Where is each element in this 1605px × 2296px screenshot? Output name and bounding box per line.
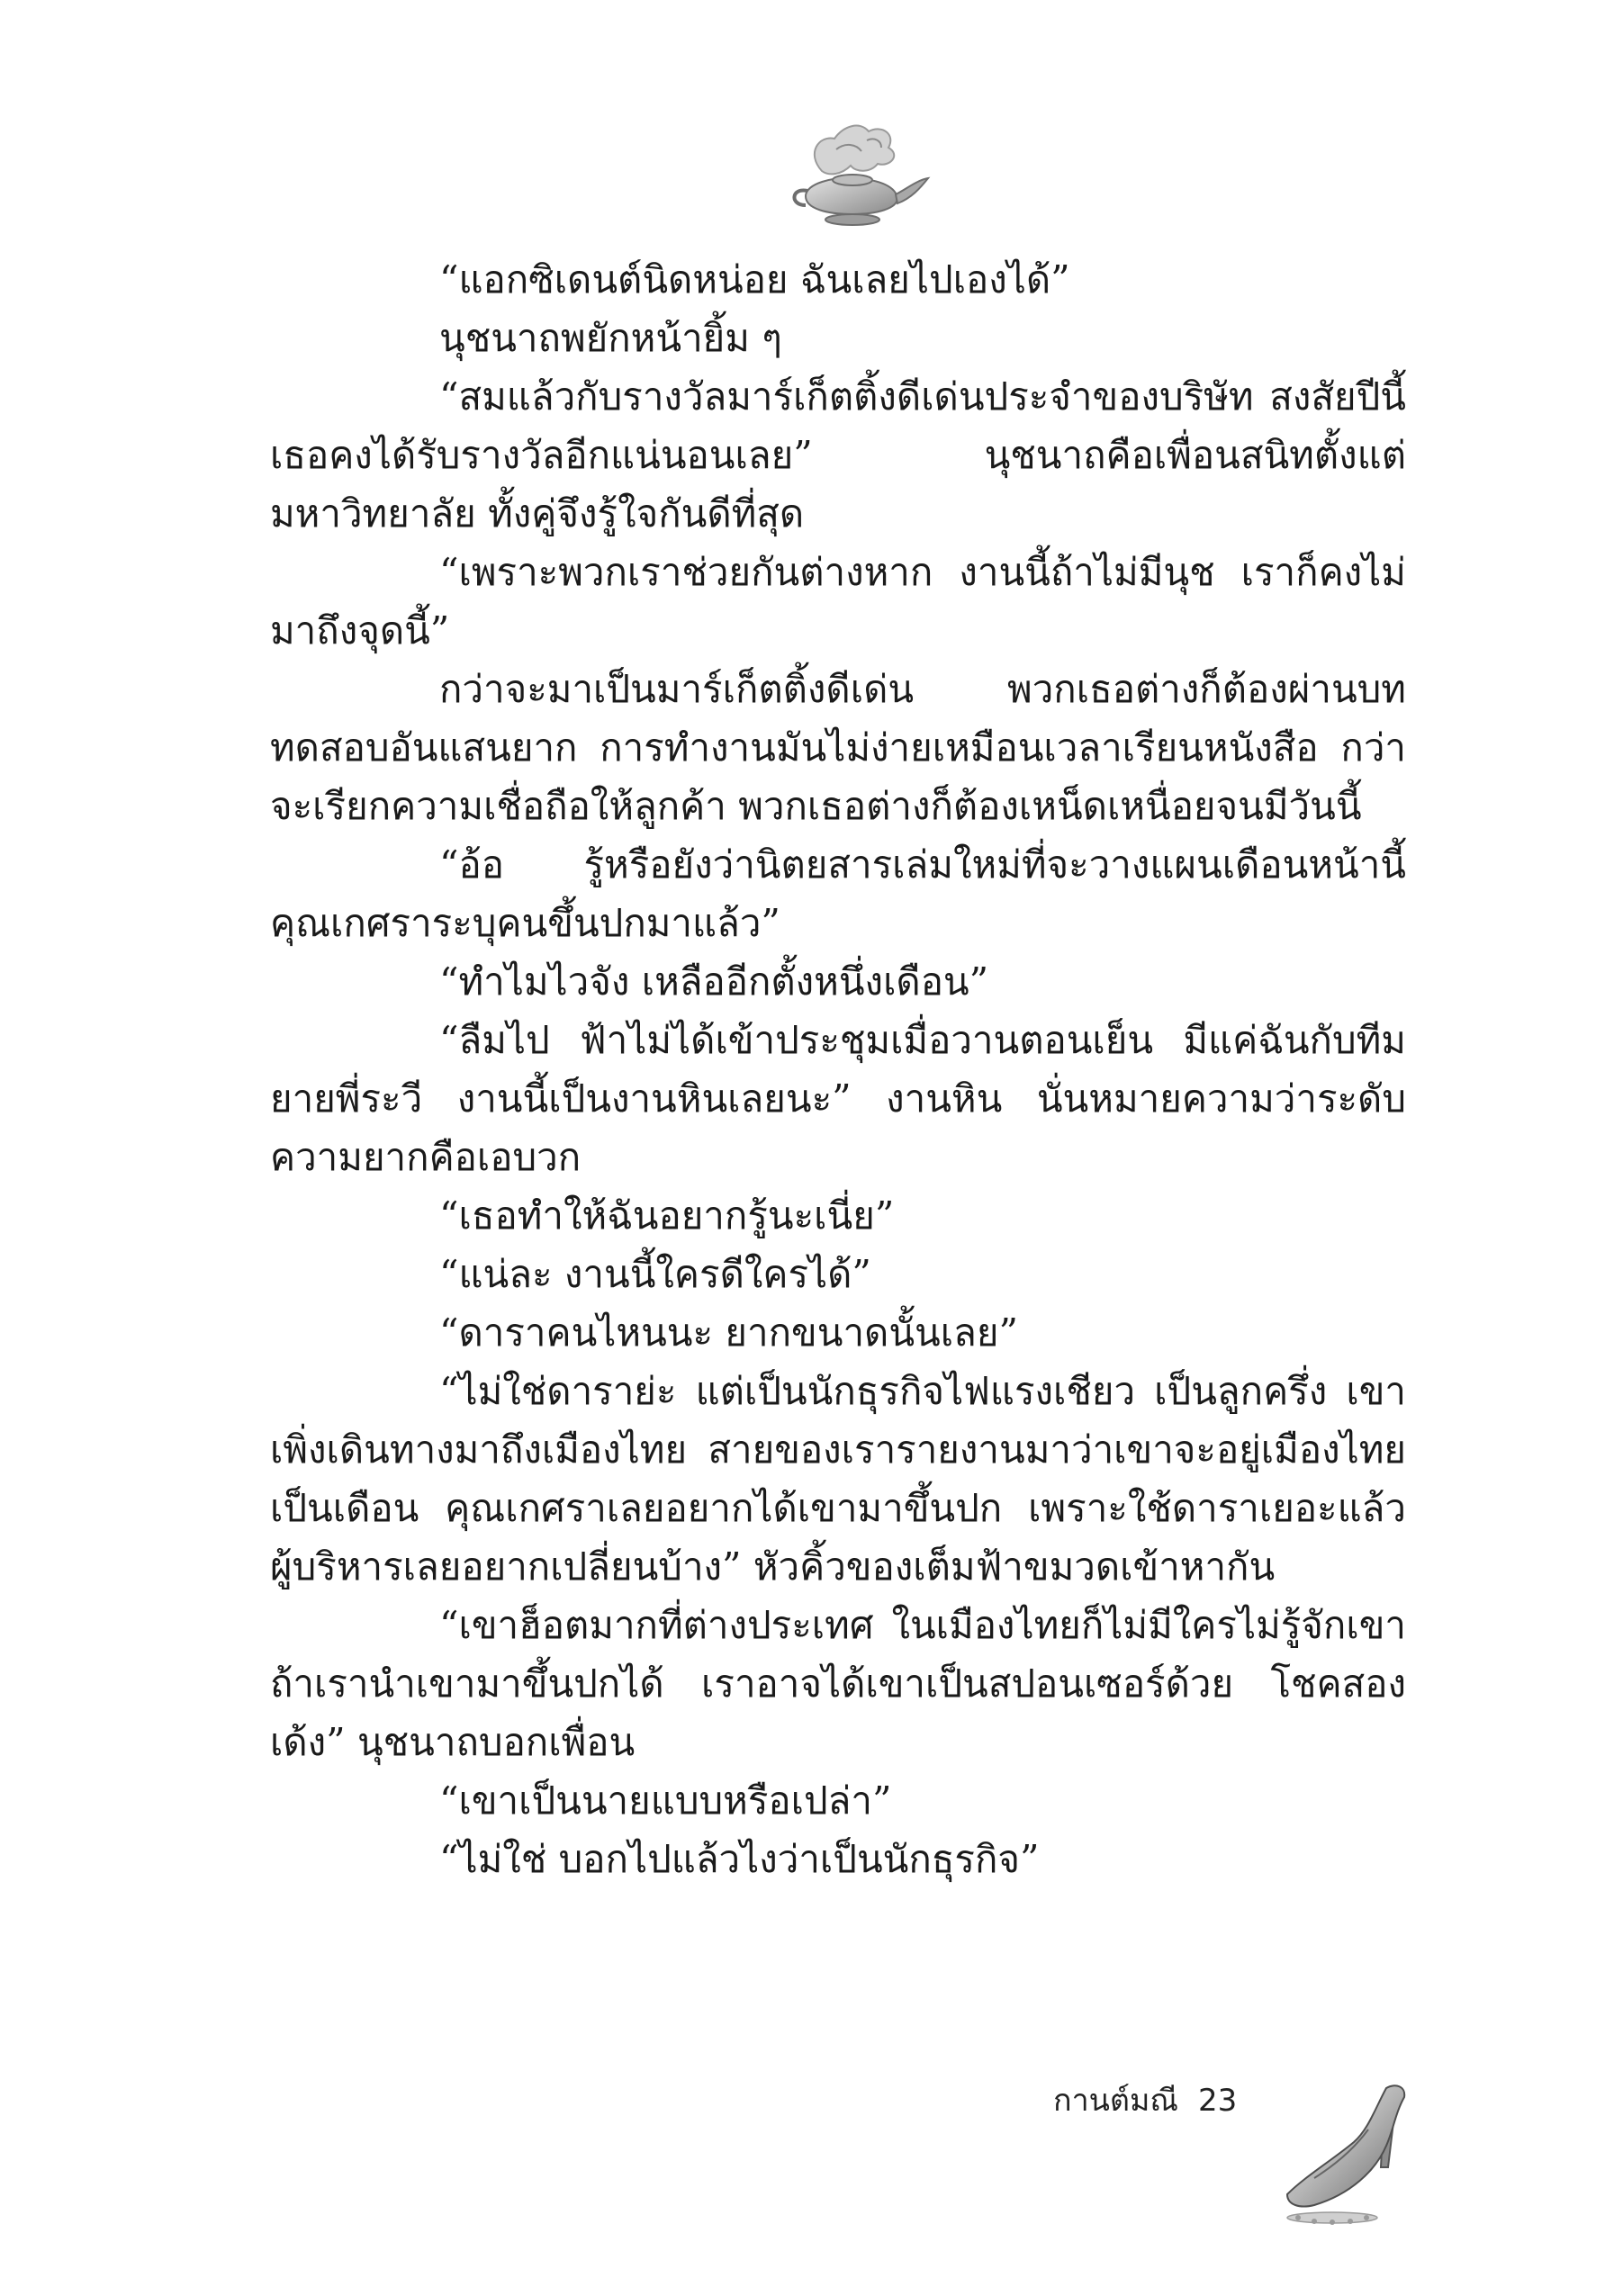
running-footer: [1053, 2075, 1237, 2124]
paragraph: “ทำไมไวจัง เหลืออีกตั้งหนึ่งเดือน”: [439, 959, 989, 1004]
body-text: [270, 250, 1406, 1888]
paragraph: “เพราะพวกเราช่วยกันต่างหาก งานนี้ถ้าไม่มีนุช เราก็คงไม่มาถึงจุดนี้”: [270, 550, 1406, 653]
paragraph: “แอกซิเดนต์นิดหน่อย ฉันเลยไปเองได้”: [439, 257, 1070, 302]
book-title: กานต์มณี: [1053, 2083, 1178, 2119]
paragraph: “ดาราคนไหนนะ ยากขนาดนั้นเลย”: [439, 1310, 1018, 1355]
paragraph: “อ้อ รู้หรือยังว่านิตยสารเล่มใหม่ที่จะวางแผนเดือนหน้านี้ คุณเกศราระบุคนขึ้นปกมาแล้ว”: [270, 842, 1406, 945]
paragraph: “แน่ละ งานนี้ใครดีใครได้”: [439, 1252, 871, 1296]
paragraph: “เขาฮ็อตมากที่ต่างประเทศ ในเมืองไทยก็ไม่มีใครไม่รู้จักเขา ถ้าเรานำเขามาขึ้นปกได้ เราอาจได้เขาเป็นสปอนเซอร์ด้วย โชคสองเด้ง” นุชนาถบอกเพื่อน: [270, 1603, 1406, 1764]
paragraph: นุชนาถพยักหน้ายิ้ม ๆ: [439, 316, 782, 360]
page-number: 23: [1197, 2083, 1238, 2119]
paragraph: “สมแล้วกับรางวัลมาร์เก็ตติ้งดีเด่นประจำของบริษัท สงสัยปีนี้เธอคงได้รับรางวัลอีกแน่นอนเลย” นุชนาถคือเพื่อนสนิทตั้งแต่มหาวิทยาลัย ทั้งคู่จึงรู้ใจกันดีที่สุด: [270, 374, 1406, 536]
teapot-genie-icon: [770, 108, 932, 234]
high-heel-shoe-icon: [1278, 2059, 1422, 2230]
paragraph: “เธอทำให้ฉันอยากรู้นะเนี่ย”: [439, 1193, 895, 1238]
paragraph: “ไม่ใช่ดาราย่ะ แต่เป็นนักธุรกิจไฟแรงเชียว เป็นลูกครึ่ง เขาเพิ่งเดินทางมาถึงเมืองไทย สายของเรารายงานมาว่าเขาจะอยู่เมืองไทยเป็นเดือน คุณเกศราเลยอยากได้เขามาขึ้นปก เพราะใช้ดาราเยอะแล้ว ผู้บริหารเลยอยากเปลี่ยนบ้าง” หัวคิ้วของเต็มฟ้าขมวดเข้าหากัน: [270, 1369, 1406, 1589]
page-footer: [1053, 2059, 1593, 2239]
paragraph: “เขาเป็นนายแบบหรือเปล่า”: [439, 1778, 892, 1823]
paragraph: กว่าจะมาเป็นมาร์เก็ตติ้งดีเด่น พวกเธอต่างก็ต้องผ่านบททดสอบอันแสนยาก การทำงานมันไม่ง่ายเหมือนเวลาเรียนหนังสือ กว่าจะเรียกความเชื่อถือให้ลูกค้า พวกเธอต่างก็ต้องเหน็ดเหนื่อยจนมีวันนี้: [270, 667, 1406, 828]
paragraph: “ไม่ใช่ บอกไปแล้วไงว่าเป็นนักธุรกิจ”: [439, 1837, 1040, 1881]
paragraph: “ลืมไป ฟ้าไม่ได้เข้าประชุมเมื่อวานตอนเย็น มีแค่ฉันกับทีมยายพี่ระวี งานนี้เป็นงานหินเลยนะ” งานหิน นั่นหมายความว่าระดับความยากคือเอบวก: [270, 1018, 1406, 1179]
